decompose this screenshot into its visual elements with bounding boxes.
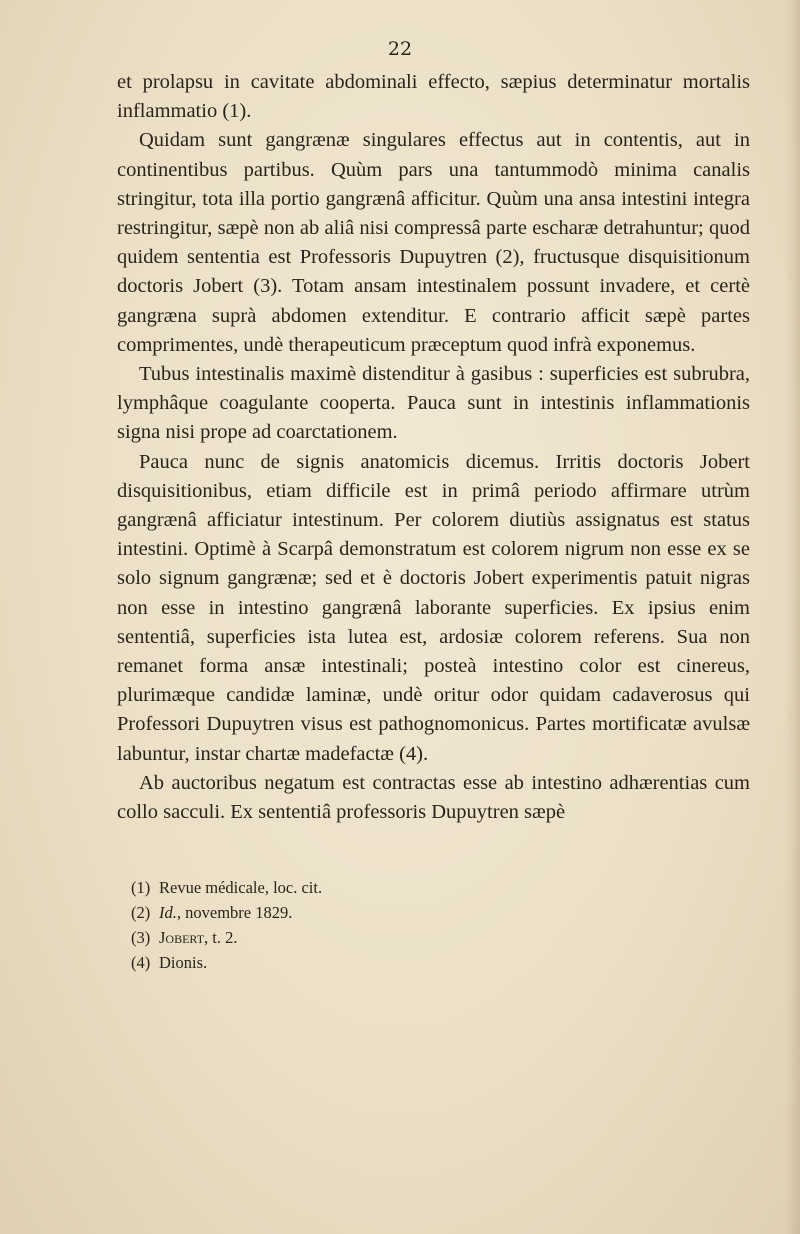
footnote (131, 950, 731, 975)
paragraph: Pauca nunc de signis anatomicis dicemus. Irritis doctoris Jobert disquisitionibus, etiam difficile est in primâ periodo affirmare utrùm gangrænâ afficiatur intestinum. Per colorem diutiùs assignatus est status intestini. Optimè à Scarpâ demonstratum est colorem nigrum non esse ex se solo signum gangrænæ; sed et è doctoris Jobert experimentis patuit nigras non esse in intestino gangrænâ laborante superficies. Ex ipsius enim sententiâ, superficies ista lutea est, ardosiæ colorem referens. Sua non remanet forma ansæ intestinali; posteà intestino color est cinereus, plurimæque candidæ laminæ, undè oritur odor quidam cadaverosus qui Professori Dupuytren visus est pathognomonicus. Partes mortificatæ avulsæ labuntur, instar chartæ madefactæ (4). (117, 450, 750, 765)
footnote-marker: (3) (131, 928, 151, 947)
footnote-author: Jobert (159, 928, 205, 947)
paragraph: et prolapsu in cavitate abdominali effecto, sæpius determinatur mortalis inflammatio (1). (117, 71, 750, 123)
footnote-text: Dionis. (159, 953, 208, 972)
footnote (131, 875, 731, 900)
footnote-marker: (2) (131, 903, 151, 922)
footnote (131, 925, 731, 950)
footnote (131, 900, 731, 925)
body-text (117, 68, 750, 827)
footnote-italic-text: Id. (159, 903, 177, 922)
footnote-text: , t. 2. (204, 928, 238, 947)
footnote-text: , novembre 1829. (176, 903, 293, 922)
footnote-text: Revue médicale, loc. cit. (159, 878, 323, 897)
paragraph: Tubus intestinalis maximè distenditur à gasibus : superficies est subrubra, lymphâque coagulante cooperta. Pauca sunt in intestinis inflammationis signa nisi prope ad coarctationem. (117, 363, 750, 444)
footnote-marker: (1) (131, 878, 151, 897)
paragraph: Quidam sunt gangrænæ singulares effectus aut in contentis, aut in continentibus partibus. Quùm pars una tantummodò minima canalis stringitur, tota illa portio gangrænâ afficitur. Quùm una ansa intestini integra restringitur, sæpè non ab aliâ nisi compressâ parte escharæ detrahuntur; quod quidem sententia est Professoris Dupuytren (2), fructusque disquisitionum doctoris Jobert (3). Totam ansam intestinalem possunt invadere, et certè gangræna suprà abdomen extenditur. E contrario afficit sæpè partes comprimentes, undè therapeuticum præceptum quod infrà exponemus. (117, 129, 750, 356)
paragraph: Ab auctoribus negatum est contractas esse ab intestino adhærentias cum collo sacculi. Ex sententiâ professoris Dupuytren sæpè (117, 771, 750, 824)
footnote-marker: (4) (131, 953, 151, 972)
footnotes (131, 875, 731, 975)
page-number: 22 (387, 38, 413, 60)
